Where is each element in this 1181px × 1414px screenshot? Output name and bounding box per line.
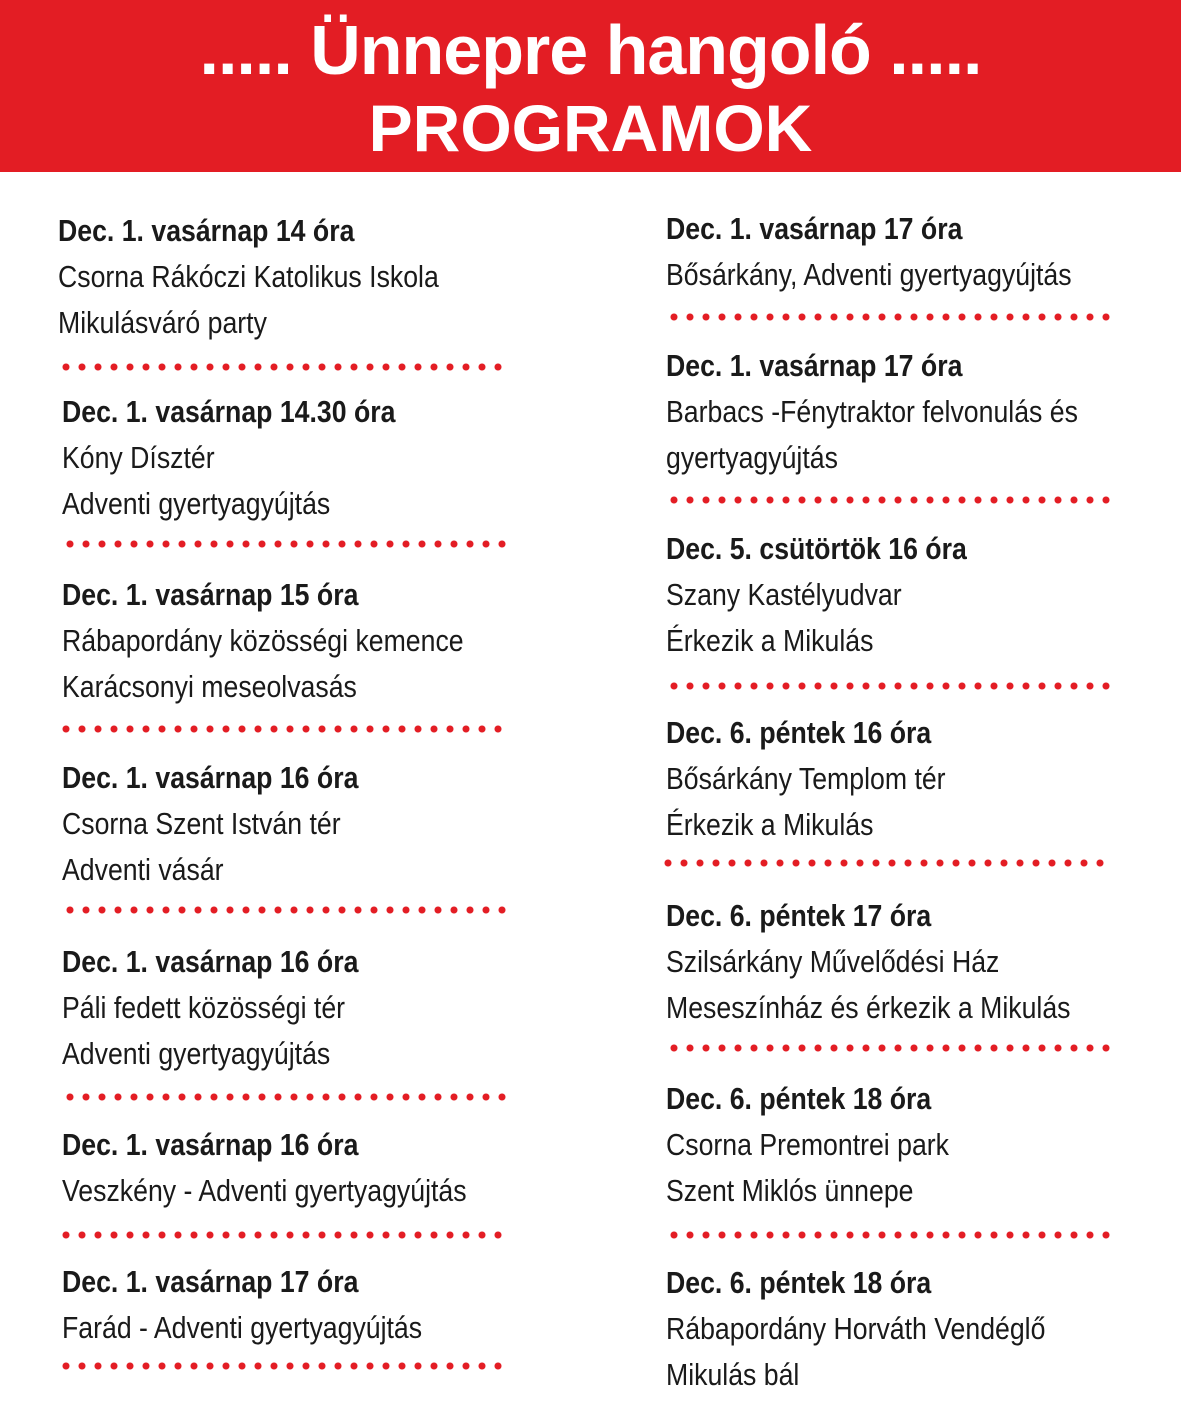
dotted-separator — [58, 363, 510, 371]
event-description: Adventi gyertyagyújtás — [62, 1036, 331, 1071]
event-item — [62, 1259, 522, 1351]
event-location: Páli fedett közösségi tér — [62, 990, 346, 1025]
event-date: Dec. 1. vasárnap 16 óra — [62, 1127, 359, 1162]
event-description: Érkezik a Mikulás — [666, 807, 874, 842]
header-banner — [0, 0, 1181, 172]
event-location: Kóny Dísztér — [62, 440, 215, 475]
event-item — [62, 755, 522, 893]
dotted-separator — [666, 1231, 1118, 1239]
event-item — [666, 893, 1126, 1031]
event-date: Dec. 1. vasárnap 15 óra — [62, 577, 359, 612]
event-location: Bősárkány Templom tér — [666, 761, 946, 796]
event-date: Dec. 6. péntek 16 óra — [666, 715, 932, 750]
event-description: Karácsonyi meseolvasás — [62, 669, 357, 704]
event-item — [666, 1260, 1126, 1398]
dotted-separator — [62, 906, 514, 914]
event-date: Dec. 1. vasárnap 16 óra — [62, 944, 359, 979]
event-date: Dec. 6. péntek 18 óra — [666, 1081, 932, 1116]
event-location: Csorna Szent István tér — [62, 806, 341, 841]
dotted-separator — [58, 1231, 510, 1239]
event-item — [666, 1076, 1126, 1214]
event-location: Csorna Premontrei park — [666, 1127, 950, 1162]
event-item — [62, 389, 522, 527]
event-item — [62, 572, 522, 710]
event-item — [666, 343, 1126, 481]
event-description: Adventi vásár — [62, 852, 224, 887]
event-location: Szilsárkány Művelődési Ház — [666, 944, 1000, 979]
dotted-separator — [666, 313, 1118, 321]
event-date: Dec. 1. vasárnap 17 óra — [666, 348, 963, 383]
event-date: Dec. 1. vasárnap 17 óra — [666, 211, 963, 246]
event-location: Csorna Rákóczi Katolikus Iskola — [58, 259, 439, 294]
event-date: Dec. 5. csütörtök 16 óra — [666, 531, 967, 566]
dotted-separator — [58, 725, 510, 733]
event-item — [666, 526, 1126, 664]
event-description: Mikulás bál — [666, 1357, 800, 1392]
page-subtitle: PROGRAMOK — [368, 91, 813, 165]
dotted-separator — [666, 496, 1118, 504]
event-description: Meseszínház és érkezik a Mikulás — [666, 990, 1071, 1025]
dotted-separator — [666, 1044, 1118, 1052]
event-description: Adventi gyertyagyújtás — [62, 486, 331, 521]
event-location: Veszkény - Adventi gyertyagyújtás — [62, 1173, 467, 1208]
event-location: Barbacs -Fénytraktor felvonulás és — [666, 394, 1078, 429]
dotted-separator — [62, 1093, 514, 1101]
event-date: Dec. 1. vasárnap 14.30 óra — [62, 394, 396, 429]
event-item — [666, 710, 1126, 848]
dotted-separator — [58, 1362, 510, 1370]
event-item — [58, 208, 518, 346]
dotted-separator — [660, 859, 1112, 867]
event-item — [62, 939, 522, 1077]
event-item — [666, 206, 1126, 298]
dotted-separator — [62, 540, 514, 548]
event-description: gyertyagyújtás — [666, 440, 838, 475]
page-title: ..... Ünnepre hangoló ..... — [199, 11, 982, 89]
event-date: Dec. 1. vasárnap 17 óra — [62, 1264, 359, 1299]
event-description: Érkezik a Mikulás — [666, 623, 874, 658]
event-date: Dec. 6. péntek 17 óra — [666, 898, 932, 933]
event-date: Dec. 1. vasárnap 14 óra — [58, 213, 355, 248]
event-location: Rábapordány közösségi kemence — [62, 623, 464, 658]
event-location: Bősárkány, Adventi gyertyagyújtás — [666, 257, 1072, 292]
event-location: Rábapordány Horváth Vendéglő — [666, 1311, 1046, 1346]
event-item — [62, 1122, 522, 1214]
event-location: Szany Kastélyudvar — [666, 577, 902, 612]
event-description: Szent Miklós ünnepe — [666, 1173, 914, 1208]
event-location: Farád - Adventi gyertyagyújtás — [62, 1310, 423, 1345]
event-date: Dec. 6. péntek 18 óra — [666, 1265, 932, 1300]
dotted-separator — [666, 682, 1118, 690]
event-description: Mikulásváró party — [58, 305, 267, 340]
event-date: Dec. 1. vasárnap 16 óra — [62, 760, 359, 795]
